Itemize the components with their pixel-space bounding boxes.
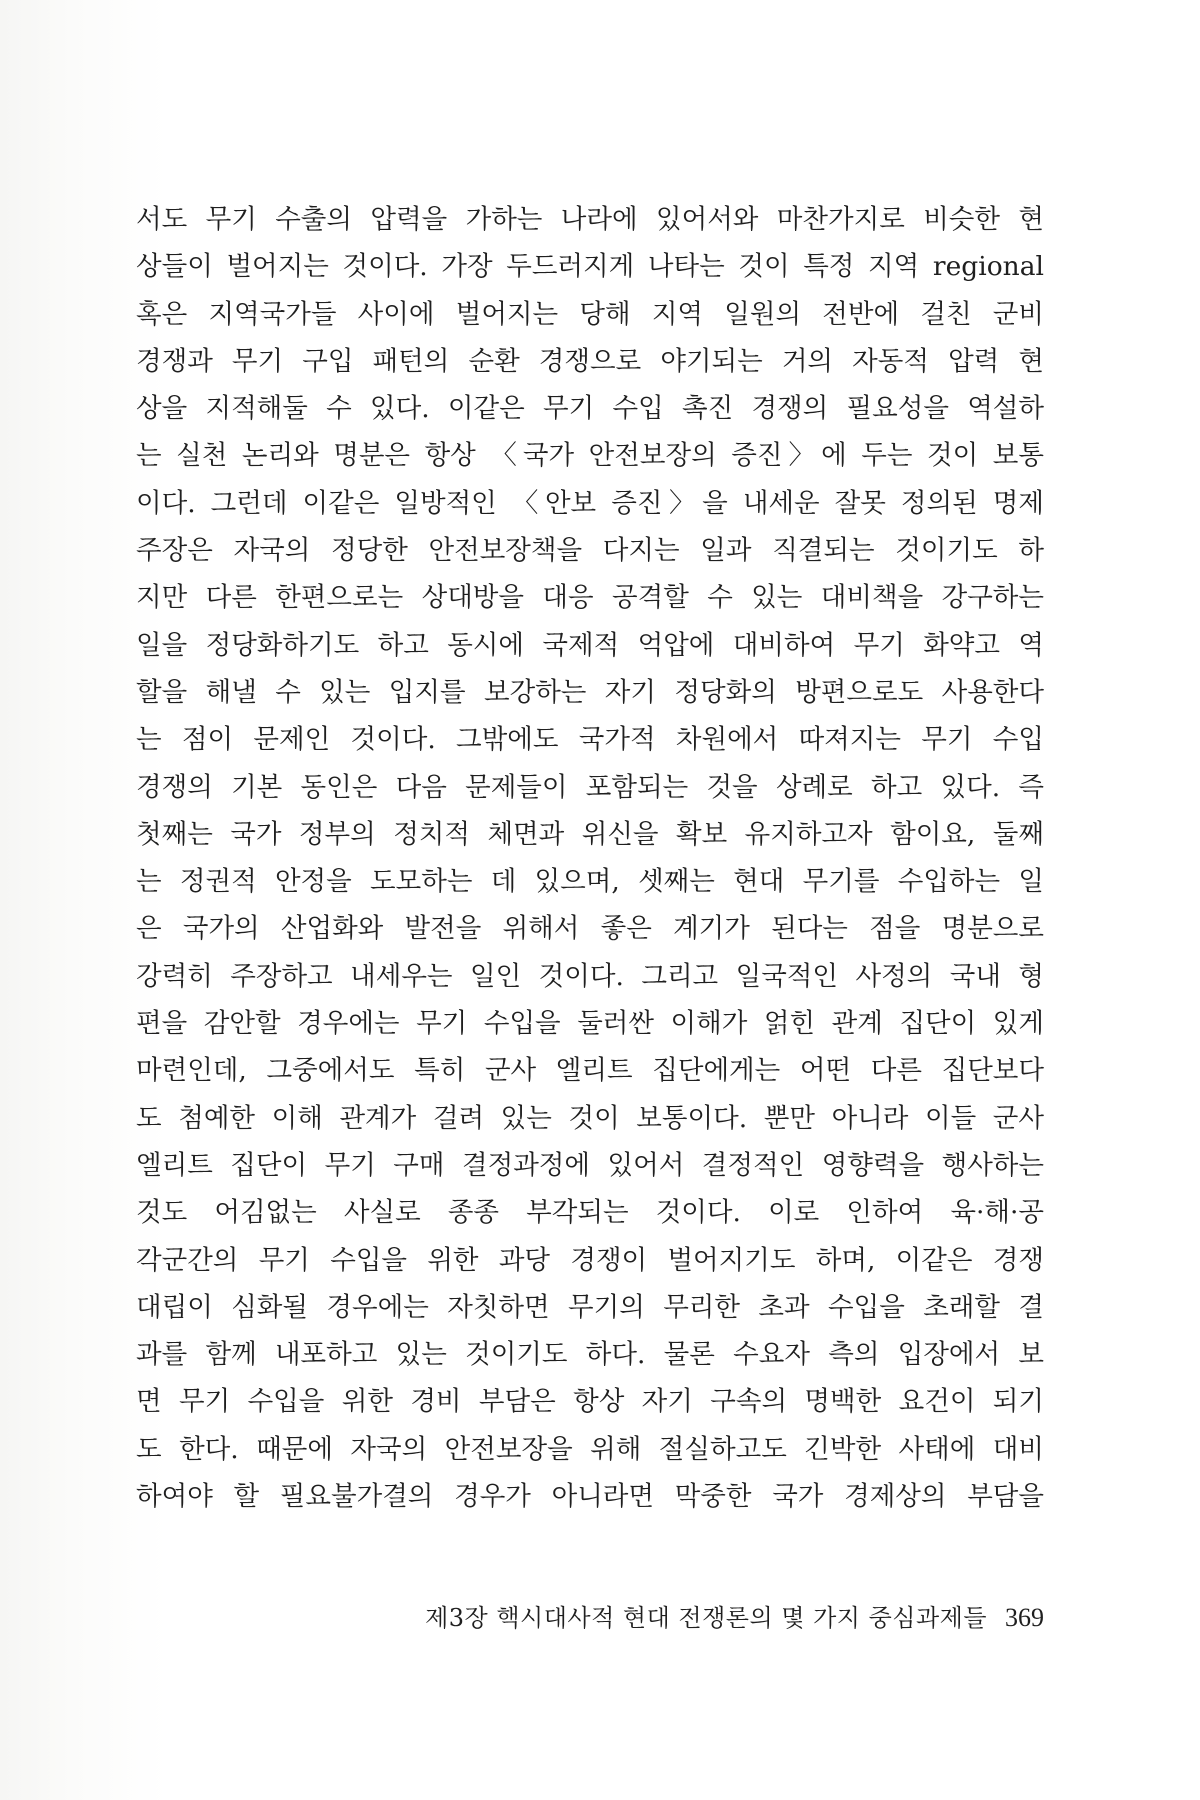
text-line: 혹은 지역국가들 사이에 벌어지는 당해 지역 일원의 전반에 걸친 군비 bbox=[136, 298, 1044, 330]
text-line: 은 국가의 산업화와 발전을 위해서 좋은 계기가 된다는 점을 명분으로 bbox=[136, 913, 1044, 945]
text-line: 상을 지적해둘 수 있다. 이같은 무기 수입 촉진 경쟁의 필요성을 역설하 bbox=[136, 393, 1044, 425]
text-line: 주장은 자국의 정당한 안전보장책을 다지는 일과 직결되는 것이기도 하 bbox=[136, 535, 1044, 567]
text-line: 경쟁과 무기 구입 패턴의 순환 경쟁으로 야기되는 거의 자동적 압력 현 bbox=[136, 345, 1044, 377]
text-line: 엘리트 집단이 무기 구매 결정과정에 있어서 결정적인 영향력을 행사하는 bbox=[136, 1149, 1044, 1181]
page-number: 369 bbox=[1005, 1603, 1044, 1632]
text-line: 서도 무기 수출의 압력을 가하는 나라에 있어서와 마찬가지로 비슷한 현 bbox=[136, 204, 1044, 235]
text-line: 면 무기 수입을 위한 경비 부담은 항상 자기 구속의 명백한 요건이 되기 bbox=[136, 1386, 1044, 1418]
text-line: 상들이 벌어지는 것이다. 가장 두드러지게 나타는 것이 특정 지역 regional bbox=[136, 251, 1044, 283]
text-line: 각군간의 무기 수입을 위한 과당 경쟁이 벌어지기도 하며, 이같은 경쟁 bbox=[136, 1244, 1044, 1276]
text-line: 는 점이 문제인 것이다. 그밖에도 국가적 차원에서 따져지는 무기 수입 bbox=[136, 724, 1044, 756]
text-line: 마련인데, 그중에서도 특히 군사 엘리트 집단에게는 어떤 다른 집단보다 bbox=[136, 1055, 1044, 1087]
running-footer-chapter-title: 제3장 핵시대사적 현대 전쟁론의 몇 가지 중심과제들 bbox=[425, 1604, 987, 1632]
text-line: 경쟁의 기본 동인은 다음 문제들이 포함되는 것을 상례로 하고 있다. 즉 bbox=[136, 771, 1044, 803]
text-line: 도 한다. 때문에 자국의 안전보장을 위해 절실하고도 긴박한 사태에 대비 bbox=[136, 1433, 1044, 1465]
text-line: 할을 해낼 수 있는 입지를 보강하는 자기 정당화의 방편으로도 사용한다 bbox=[136, 676, 1044, 708]
text-line: 강력히 주장하고 내세우는 일인 것이다. 그리고 일국적인 사정의 국내 형 bbox=[136, 960, 1044, 992]
text-line: 도 첨예한 이해 관계가 걸려 있는 것이 보통이다. 뿐만 아니라 이들 군사 bbox=[136, 1102, 1044, 1134]
text-line: 는 실천 논리와 명분은 항상 〈국가 안전보장의 증진〉에 두는 것이 보통 bbox=[136, 440, 1044, 472]
text-line: 첫째는 국가 정부의 정치적 체면과 위신을 확보 유지하고자 함이요, 둘째 bbox=[136, 818, 1044, 850]
text-line: 는 정권적 안정을 도모하는 데 있으며, 셋째는 현대 무기를 수입하는 일 bbox=[136, 866, 1044, 898]
text-line: 이다. 그런데 이같은 일방적인 〈안보 증진〉을 내세운 잘못 정의된 명제 bbox=[136, 487, 1044, 519]
text-line: 편을 감안할 경우에는 무기 수입을 둘러싼 이해가 얽힌 관계 집단이 있게 bbox=[136, 1008, 1044, 1040]
text-line: 대립이 심화될 경우에는 자칫하면 무기의 무리한 초과 수입을 초래할 결 bbox=[136, 1291, 1044, 1323]
text-line: 하여야 할 필요불가결의 경우가 아니라면 막중한 국가 경제상의 부담을 bbox=[136, 1481, 1044, 1513]
text-line: 과를 함께 내포하고 있는 것이기도 하다. 물론 수요자 측의 입장에서 보 bbox=[136, 1339, 1044, 1371]
text-line: 지만 다른 한편으로는 상대방을 대응 공격할 수 있는 대비책을 강구하는 bbox=[136, 582, 1044, 614]
body-text bbox=[136, 196, 1044, 1520]
page-footer bbox=[360, 1598, 1044, 1638]
text-line: 것도 어김없는 사실로 종종 부각되는 것이다. 이로 인하여 육·해·공 bbox=[136, 1197, 1044, 1229]
text-line: 일을 정당화하기도 하고 동시에 국제적 억압에 대비하여 무기 화약고 역 bbox=[136, 629, 1044, 661]
